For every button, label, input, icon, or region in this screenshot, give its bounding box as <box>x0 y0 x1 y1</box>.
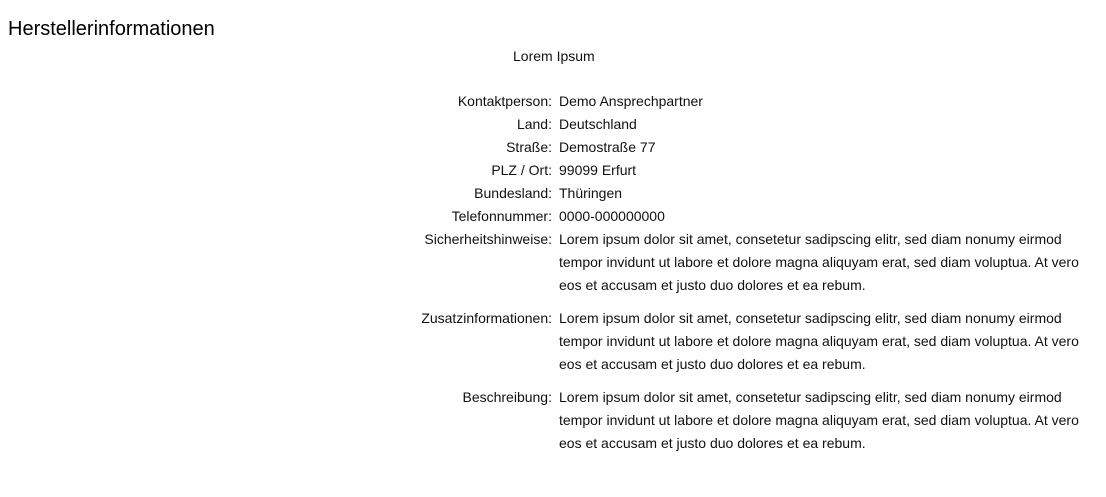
additional-label: Zusatzinformationen: <box>421 310 552 326</box>
detail-row-postal-city <box>0 159 1106 182</box>
manufacturer-details <box>0 90 1106 465</box>
description-value: Lorem ipsum dolor sit amet, consetetur sadipscing elitr, sed diam nonumy eirmod tempor invidunt ut labore et dolore magna aliquyam erat, sed diam voluptua. At vero eos et accusam et justo duo dolores et ea rebum. <box>559 389 1079 451</box>
street-label: Straße: <box>506 139 552 155</box>
page-title: Herstellerinformationen <box>8 18 215 40</box>
postal-city-value: 99099 Erfurt <box>559 162 637 178</box>
state-value: Thüringen <box>559 185 623 201</box>
detail-row-street <box>0 136 1106 159</box>
safety-label: Sicherheitshinweise: <box>424 231 552 247</box>
phone-value: 0000-000000000 <box>559 208 665 224</box>
company-name: Lorem Ipsum <box>513 48 595 64</box>
detail-row-additional <box>0 307 1106 376</box>
detail-row-country <box>0 113 1106 136</box>
country-value: Deutschland <box>559 116 637 132</box>
phone-label: Telefonnummer: <box>451 208 552 224</box>
description-label: Beschreibung: <box>462 389 552 405</box>
additional-value: Lorem ipsum dolor sit amet, consetetur sadipscing elitr, sed diam nonumy eirmod tempor invidunt ut labore et dolore magna aliquyam erat, sed diam voluptua. At vero eos et accusam et justo duo dolores et ea rebum. <box>559 310 1079 372</box>
detail-row-contact <box>0 90 1106 113</box>
detail-row-phone <box>0 205 1106 228</box>
state-label: Bundesland: <box>474 185 552 201</box>
detail-row-description <box>0 386 1106 455</box>
postal-city-label: PLZ / Ort: <box>491 162 552 178</box>
street-value: Demostraße 77 <box>559 139 656 155</box>
safety-value: Lorem ipsum dolor sit amet, consetetur sadipscing elitr, sed diam nonumy eirmod tempor invidunt ut labore et dolore magna aliquyam erat, sed diam voluptua. At vero eos et accusam et justo duo dolores et ea rebum. <box>559 231 1079 293</box>
contact-value: Demo Ansprechpartner <box>559 93 703 109</box>
detail-row-state <box>0 182 1106 205</box>
contact-label: Kontaktperson: <box>457 93 552 109</box>
detail-row-safety <box>0 228 1106 297</box>
country-label: Land: <box>516 116 552 132</box>
